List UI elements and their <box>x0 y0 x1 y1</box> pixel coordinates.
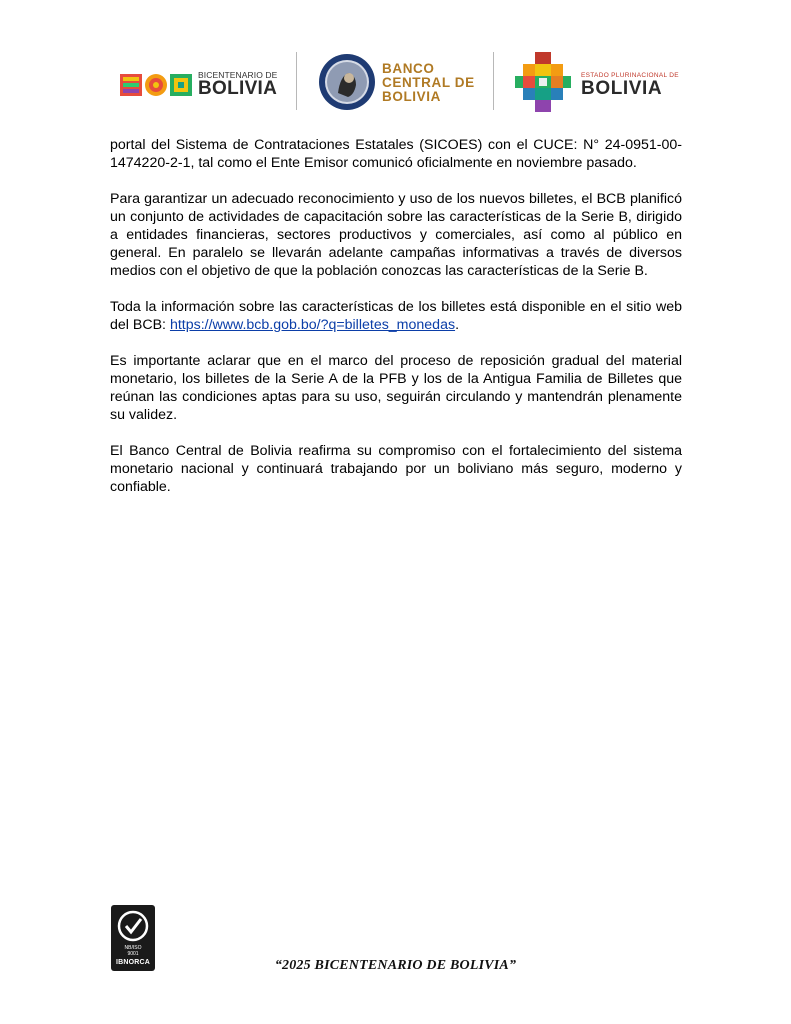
page-header <box>0 48 791 114</box>
cert-line1: NB/ISO <box>124 945 142 951</box>
bcb-name <box>382 62 475 104</box>
bicentenario-logo <box>120 70 278 100</box>
bicentenario-small-text: BICENTENARIO DE <box>198 70 278 80</box>
bicentenario-big-text: BOLIVIA <box>198 78 278 99</box>
bcb-name-line3: BOLIVIA <box>382 89 441 104</box>
estado-big-text: BOLIVIA <box>581 78 663 99</box>
footer-motto: “2025 BICENTENARIO DE BOLIVIA” <box>274 958 517 973</box>
bcb-name-line1: BANCO <box>382 61 435 76</box>
paragraph-informacion-end: . <box>455 317 460 333</box>
cert-standard <box>111 945 155 957</box>
estado-small-text: ESTADO PLURINACIONAL DE <box>581 72 679 79</box>
estado-plurinacional-logo <box>515 52 679 112</box>
paragraph-compromiso: El Banco Central de Bolivia reafirma su compromiso con el fortalecimiento del sistema monetario nacional y continuará trabajando por un boliviano más seguro, moderno y confiable. <box>110 443 682 495</box>
header-divider <box>493 52 494 110</box>
document-body <box>110 136 682 514</box>
certification-check-icon <box>117 910 149 942</box>
wiphala-emblem-icon <box>515 52 571 112</box>
bcb-name-line2: CENTRAL DE <box>382 75 475 90</box>
paragraph-informacion-text: Toda la información sobre las características de los billetes está disponible en el sitio web del BCB: <box>110 299 682 333</box>
paragraph-sicoes: portal del Sistema de Contrataciones Estatales (SICOES) con el CUCE: N° 24-0951-00-1474220-2-1, tal como el Ente Emisor comunicó oficialmente en noviembre pasado. <box>110 137 682 171</box>
header-divider <box>296 52 297 110</box>
cert-org: IBNORCA <box>115 959 151 966</box>
bicentenario-marks-icon <box>120 72 192 98</box>
paragraph-reposicion: Es importante aclarar que en el marco del proceso de reposición gradual del material monetario, los billetes de la Serie A de la PFB y los de la Antigua Familia de Billetes que reúnan las condiciones aptas para su uso, seguirán circulando y mantendrán plenamente su validez. <box>110 353 682 423</box>
paragraph-capacitacion: Para garantizar un adecuado reconocimiento y uso de los nuevos billetes, el BCB planificó un conjunto de actividades de capacitación sobre las características de la Serie B, dirigido a entidades financieras, sectores productivos y comerciales, así como al público en general. En paralelo se llevarán adelante campañas informativas a través de diversos medios con el objetivo de que la población conozcas las características de la Serie B. <box>110 191 682 279</box>
bcb-website-link[interactable]: https://www.bcb.gob.bo/?q=billetes_monedas <box>169 317 456 333</box>
cert-line2: 9001 <box>127 951 139 957</box>
paragraph-informacion <box>110 298 682 334</box>
bcb-logo <box>318 53 478 111</box>
bcb-seal-icon <box>318 53 376 111</box>
